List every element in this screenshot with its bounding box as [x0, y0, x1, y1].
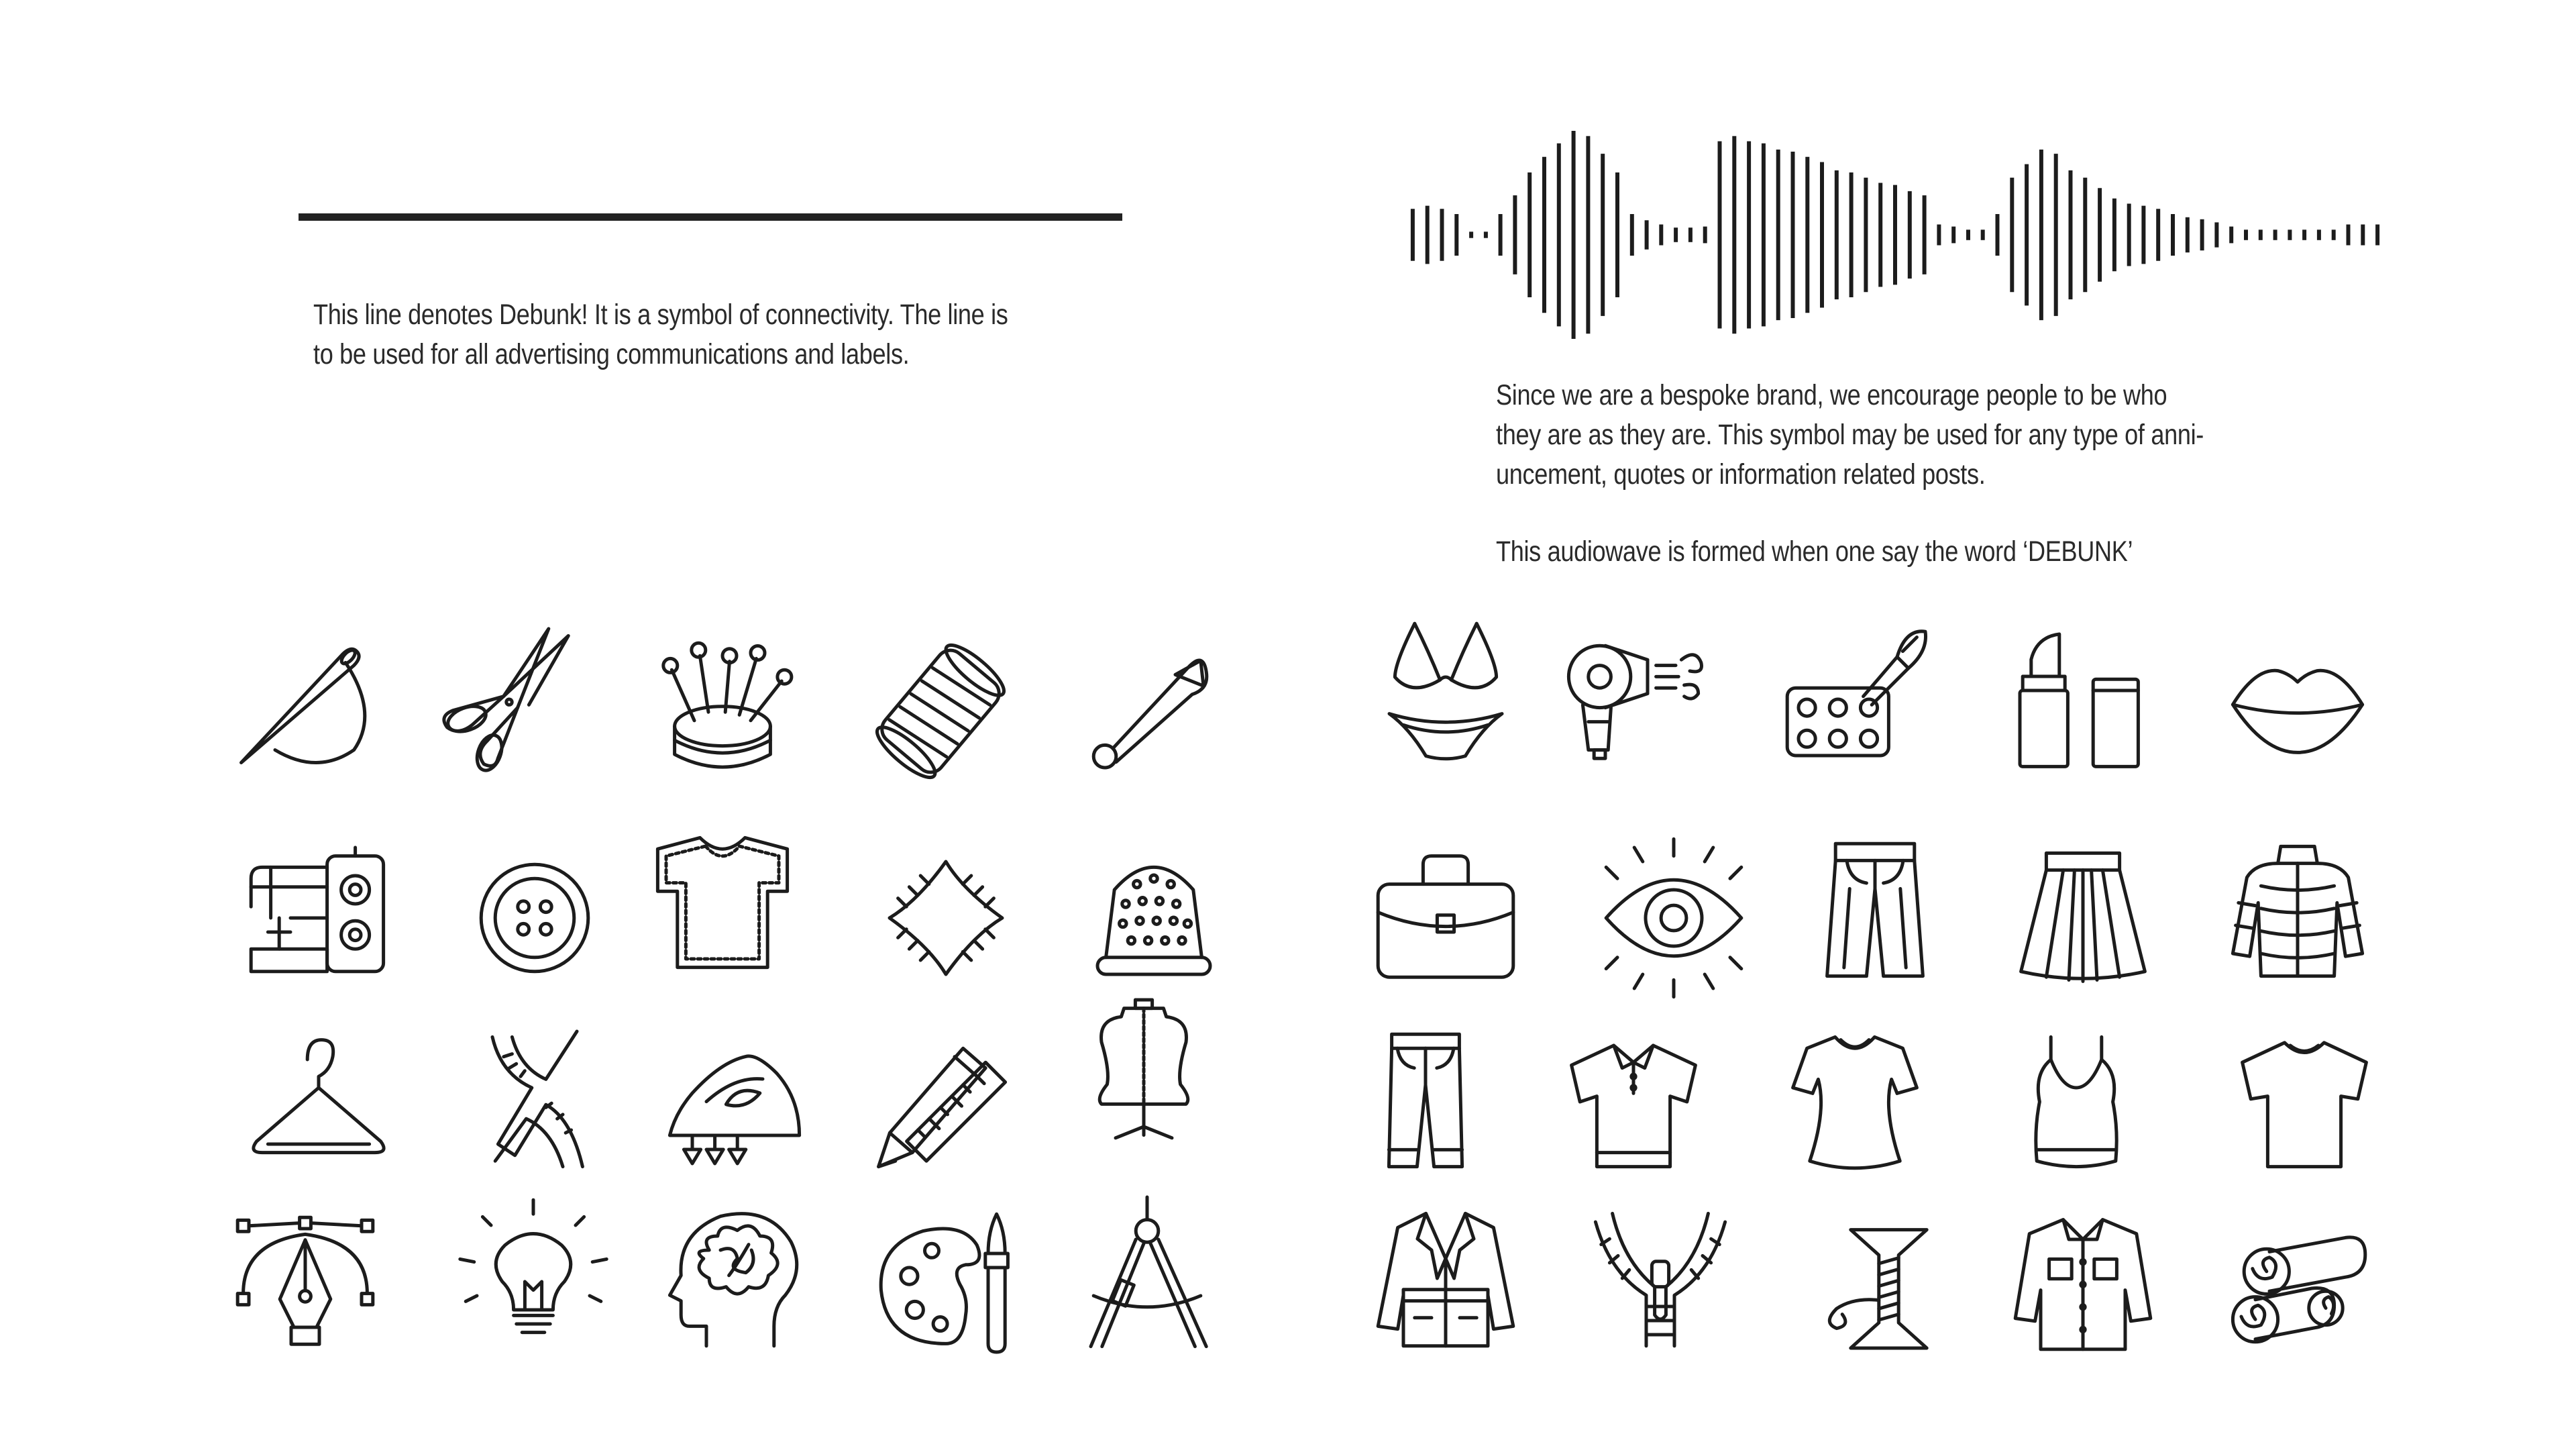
blouse-icon [1784, 1031, 1925, 1172]
towels-icon [2227, 1218, 2368, 1359]
button-shirt-icon [2012, 1211, 2153, 1352]
bikini-icon [1375, 621, 1516, 762]
tank-top-icon [2006, 1031, 2147, 1172]
trousers-icon [1805, 841, 1945, 982]
description-line: to be used for all advertising communications and labels. [313, 338, 910, 370]
drafting-compass-icon [1077, 1211, 1218, 1352]
tshirt-icon [2234, 1031, 2375, 1172]
polo-shirt-icon [1563, 1031, 1704, 1172]
thimble-icon [1083, 848, 1224, 988]
measuring-tape-icon [464, 1031, 605, 1172]
pencil-ruler-icon [870, 1031, 1011, 1172]
pen-tool-icon [235, 1215, 376, 1355]
brand-line-description [313, 295, 1008, 374]
audiowave-description [1496, 376, 2204, 572]
dress-form-icon [1073, 1000, 1214, 1141]
fabric-patch-icon [875, 848, 1016, 988]
briefcase-icon [1375, 848, 1516, 988]
hair-dryer-icon [1563, 629, 1704, 770]
thread-spool-icon [870, 641, 1011, 782]
description-line: This line denotes Debunk! It is a symbol of connectivity. The line is [313, 299, 1008, 331]
steam-iron-icon [664, 1037, 805, 1178]
button-icon [464, 848, 605, 988]
coat-icon [1375, 1208, 1516, 1349]
eye-icon [1603, 848, 1744, 988]
lipstick-icon [2006, 634, 2147, 775]
audiowave-symbol [1405, 131, 2385, 339]
brand-line-symbol [299, 213, 1122, 221]
hanger-icon [248, 1031, 389, 1172]
lightbulb-icon [463, 1211, 604, 1352]
creative-mind-icon [664, 1208, 805, 1349]
jeans-icon [1355, 1031, 1496, 1172]
tshirt-pattern-icon [652, 832, 793, 973]
lips-icon [2227, 634, 2368, 775]
safety-pin-icon [1077, 641, 1218, 782]
palette-brush-icon [875, 1211, 1016, 1352]
description-line: Since we are a bespoke brand, we encourage people to be who [1496, 379, 2167, 411]
scissors-icon [439, 629, 580, 770]
sewing-machine-icon [248, 848, 389, 988]
description-line: uncement, quotes or information related posts. [1496, 458, 1986, 491]
puffer-jacket-icon [2227, 841, 2368, 982]
zipper-icon [1590, 1208, 1731, 1349]
description-line: they are as they are. This symbol may be used for any type of anni- [1496, 419, 2204, 451]
bobbin-icon [1811, 1221, 1952, 1362]
pincushion-icon [652, 639, 793, 780]
eyeshadow-palette-icon [1784, 629, 1925, 770]
audiowave-note: This audiowave is formed when one say the word ‘DEBUNK’ [1496, 535, 2133, 568]
needle-thread-icon [233, 629, 374, 770]
pleated-skirt-icon [2012, 848, 2153, 988]
